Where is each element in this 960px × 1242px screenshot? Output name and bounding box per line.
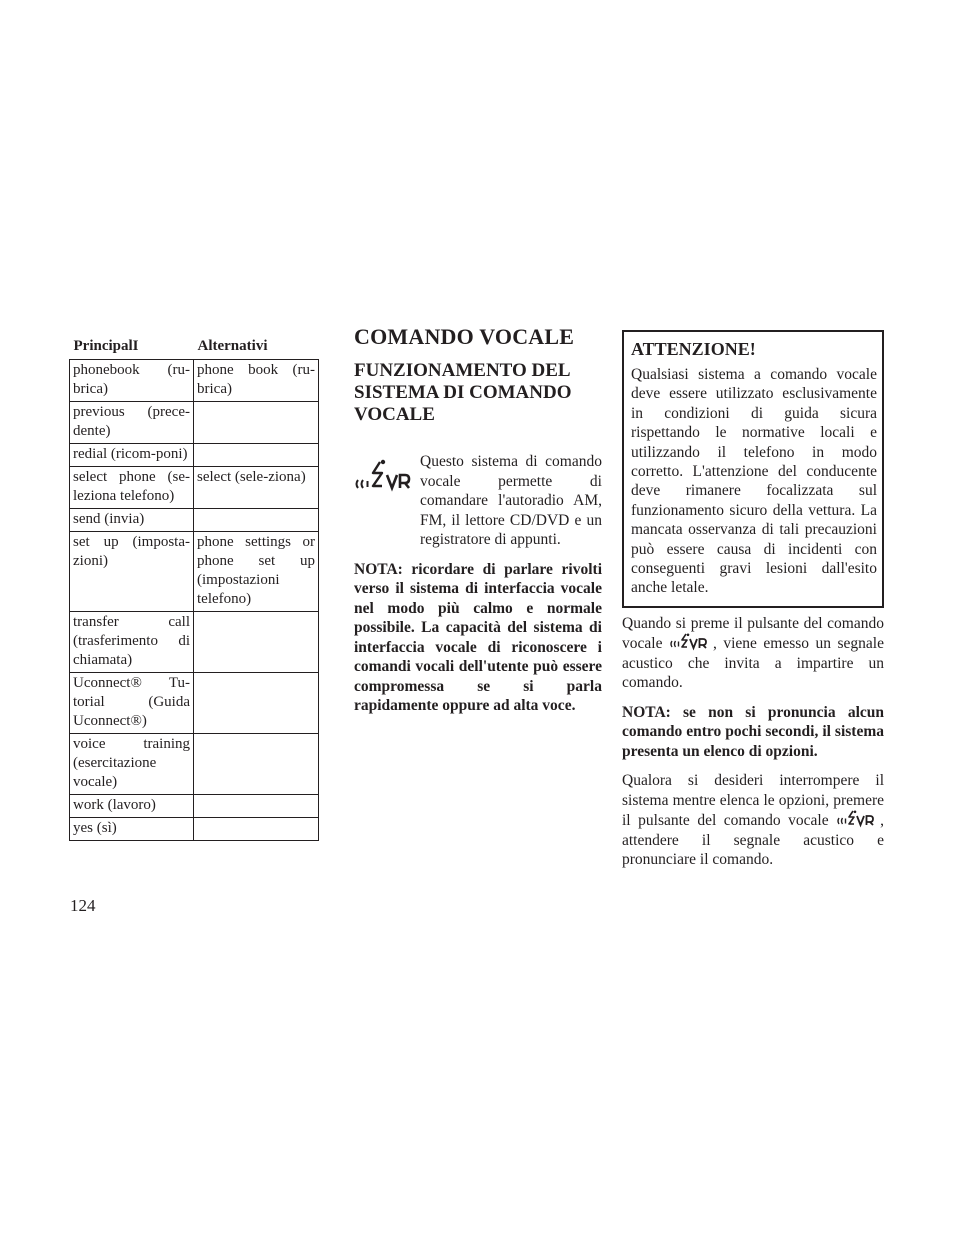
- table-row: [70, 509, 319, 532]
- paragraph-press-button-start: Quando si preme il pulsante del comando vocale: [622, 614, 884, 653]
- table-row: [70, 444, 319, 467]
- paragraph-press-button: [622, 614, 884, 693]
- table-row: [70, 818, 319, 841]
- paragraph-interrupt-start: Qualora si desideri interrompere il sistema mentre elenca le opzioni, premere il pulsante del comando vocale: [622, 772, 884, 830]
- cell-principal: select phone (se-leziona telefono): [70, 467, 194, 509]
- page-number: 124: [70, 896, 96, 915]
- cell-alternative: [194, 444, 319, 467]
- table-row: [70, 532, 319, 612]
- cell-principal: yes (sì): [70, 818, 194, 841]
- note-paragraph-2: NOTA: se non si pronuncia alcun comando entro pochi secondi, il sistema presenta un elenco di opzioni.: [622, 703, 884, 760]
- cell-principal: previous (prece-dente): [70, 402, 194, 444]
- cell-alternative-text: phone book (ru-brica): [197, 362, 315, 397]
- table-row: [70, 795, 319, 818]
- cell-principal: work (lavoro): [70, 795, 194, 818]
- intro-block: [354, 452, 602, 550]
- paragraph-press-button-end: , viene emesso un segnale acustico che invita a impartire un comando.: [622, 635, 884, 692]
- table-row: [70, 673, 319, 734]
- cell-principal: transfer call (trasferimento di chiamata): [70, 612, 194, 673]
- cell-alternative: select (sele-ziona): [194, 467, 319, 509]
- cell-principal: send (invia): [70, 509, 194, 532]
- table-row: [70, 467, 319, 509]
- table-row: [70, 402, 319, 444]
- section-subtitle: FUNZIONAMENTO DEL SISTEMA DI COMANDO VOCALE: [354, 360, 572, 425]
- cell-alternative: [194, 509, 319, 532]
- note-paragraph: NOTA: ricordare di parlare rivolti verso il sistema di interfaccia vocale nel modo più calmo e normale possibile. La capacità del sistema di interfaccia vocale di riconoscere i comandi vocali dell'utente può essere compromessa se si parla rapidamente oppure ad alta voce.: [354, 560, 602, 714]
- cell-principal: redial (ricom-poni): [70, 444, 194, 467]
- warning-box: [622, 330, 884, 608]
- vr-voice-icon: [669, 633, 713, 651]
- intro-paragraph: Questo sistema di comando vocale permette di comandare l'autoradio AM, FM, il lettore CD/DVD e un registratore di appunti.: [420, 453, 602, 548]
- cell-alternative: [194, 795, 319, 818]
- vr-voice-icon: [836, 810, 880, 828]
- table-row: [70, 360, 319, 402]
- cell-alternative: [194, 612, 319, 673]
- warning-title: ATTENZIONE!: [631, 339, 756, 359]
- paragraph-interrupt-end: , attendere il segnale acustico e pronunciare il comando.: [622, 812, 884, 869]
- cell-principal: set up (imposta-zioni): [70, 532, 194, 612]
- cell-alternative: [194, 818, 319, 841]
- paragraph-interrupt: [622, 771, 884, 870]
- vr-voice-icon: [354, 456, 412, 500]
- section-title: COMANDO VOCALE: [354, 324, 575, 349]
- table-row: [70, 612, 319, 673]
- table-row: [70, 734, 319, 795]
- cell-alternative: [194, 734, 319, 795]
- middle-column: [354, 324, 602, 716]
- cell-principal: Uconnect® Tu-torial (Guida Uconnect®): [70, 673, 194, 734]
- header-alternative: Alternativi: [194, 336, 319, 360]
- right-column: [622, 330, 884, 870]
- cell-principal: voice training (esercitazione vocale): [70, 734, 194, 795]
- voice-command-table: [69, 336, 319, 841]
- warning-text: Qualsiasi sistema a comando vocale deve essere utilizzato esclusivamente in condizioni di guida sicura rispettando le normative locali e utilizzando il telefono in modo corretto. L'attenzione del conducente deve rimanere focalizzata sul funzionamento sicuro della vettura. La mancata osservanza di tali precauzioni può essere causa di incidenti con conseguenti gravi lesioni dall'esito anche letale.: [631, 366, 877, 597]
- cell-alternative: phone settings or phone set up (impostazioni telefono): [194, 532, 319, 612]
- cell-alternative: [194, 402, 319, 444]
- cell-principal: phonebook (ru-brica): [70, 360, 194, 402]
- right-body: [622, 614, 884, 870]
- header-principal: PrincipalI: [70, 336, 194, 360]
- cell-alternative: [194, 673, 319, 734]
- cell-alternative: [194, 360, 319, 402]
